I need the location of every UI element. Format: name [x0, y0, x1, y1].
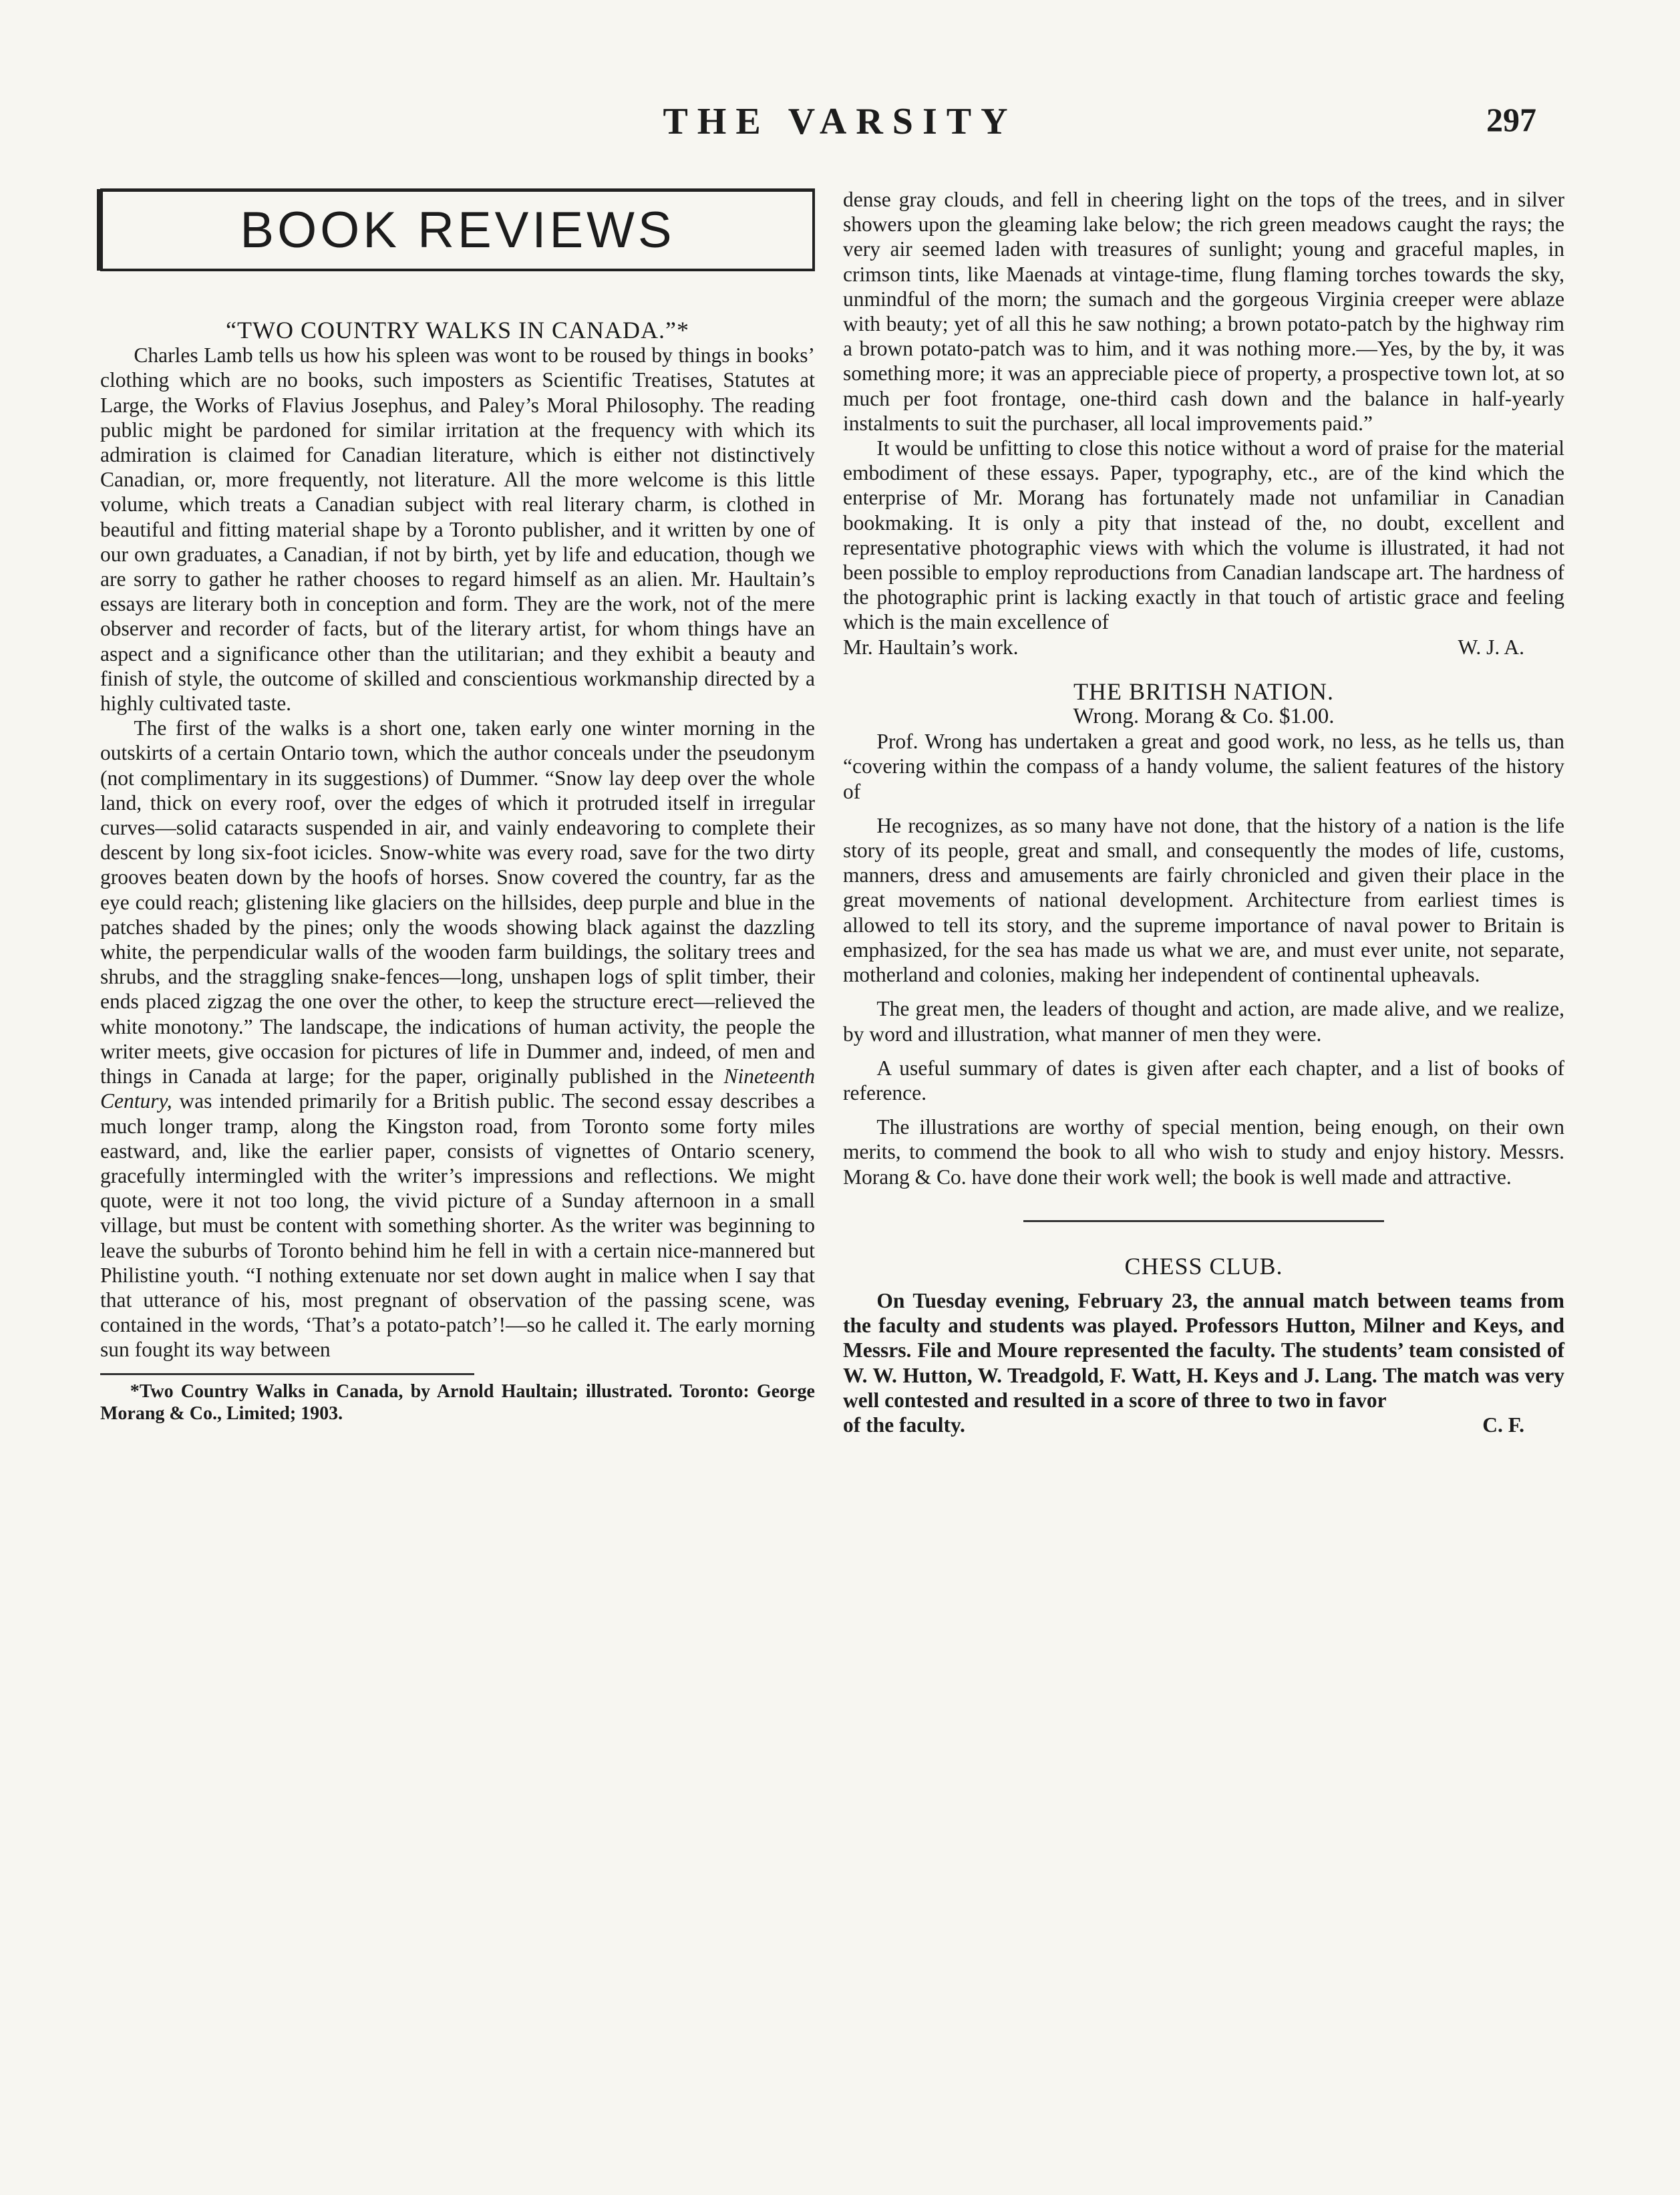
chess-club-report	[843, 1288, 1564, 1437]
chess-club-closing-text: of the faculty.	[843, 1413, 965, 1437]
review-paragraph: It would be unfitting to close this notice without a word of praise for the material embodiment of these essays. Paper, typography, etc., are of the kind which the enterprise of Mr. Morang has fortunately made not unfamiliar in Canadian bookmaking. It is only a pity that instead of the, no doubt, excellent and representative photographic views with which the volume is illustrated, it had not been possible to employ reproductions from Canadian landscape art. The hardness of the photographic print is lacking exactly in that touch of artistic grace and feeling which is the main excellence of	[843, 436, 1564, 634]
masthead	[0, 100, 1680, 154]
chess-club-paragraph: On Tuesday evening, February 23, the annual match between teams from the faculty and students was played. Professors Hutton, Milner and Keys, and Messrs. File and Moure represented the faculty. The students’ team consisted of W. W. Hutton, W. Treadgold, F. Watt, H. Keys and J. Lang. The match was very well contested and resulted in a score of three to two in favor	[843, 1288, 1564, 1412]
review-closing-text: Mr. Haultain’s work.	[843, 635, 1019, 659]
left-column	[100, 188, 815, 1425]
review-paragraph: Prof. Wrong has undertaken a great and good work, no less, as he tells us, than “covering within the compass of a handy volume, the salient features of the history of	[843, 730, 1564, 803]
review-paragraph: A useful summary of dates is given after each chapter, and a list of books of reference.	[843, 1056, 1564, 1105]
review-heading-two-country-walks: “TWO COUNTRY WALKS IN CANADA.”*	[226, 317, 689, 343]
review-signature: W. J. A.	[1458, 635, 1524, 659]
section-title-box	[100, 188, 815, 271]
section-title: BOOK REVIEWS	[240, 201, 675, 259]
review-paragraph: The first of the walks is a short one, taken early one winter morning in the outskirts of a certain Ontario town, which the author conceals under the pseudonym (not complimentary in its suggestions) of Dummer. “Snow lay deep over the whole land, thick on every roof, over the edges of which it protruded itself in irregular curves—solid cataracts suspended in air, and vainly endeavoring to complete their descent by long six-foot icicles. Snow-white was every road, save for the two dirty grooves beaten down by the hoofs of horses. Snow covered the country, far as the eye could reach; glistening like glaciers on the hillsides, deep purple and blue in the patches shaded by the pines; only the woods showing black against the dazzling white, the perpendicular walls of the wooden farm buildings, the solitary trees and shrubs, and the straggling snake-fences—long, unshapen logs of split timber, their ends placed zigzag the one over the other, to keep the structure erect—relieved the white monotony.” The landscape, the indications of human activity, the people the writer meets, give occasion for pictures of life in Dummer and, indeed, of men and things in Canada at large; for the paper, originally published in the Nineteenth Century, was intended primarily for a British public. The second essay describes a much longer tramp, along the Kingston road, from Toronto some forty miles eastward, and, like the earlier paper, consists of vignettes of Ontario scenery, gracefully intermingled with the writer’s impressions and reflections. We might quote, were it not too long, the vivid picture of a Sunday afternoon in a small village, but must be content with something shorter. As the writer was beginning to leave the suburbs of Toronto behind him he fell in with a certain nice-mannered but Philistine youth. “I nothing extenuate nor set down aught in malice when I say that that utterance of his, most pregnant of observation of the passing scene, was contained in the words, ‘That’s a potato-patch’!—so he called it. The early morning sun fought its way between	[100, 716, 816, 1362]
review-paragraph: Charles Lamb tells us how his spleen was wont to be roused by things in books’ clothing which are no books, such imposters as Scientific Treatises, Statutes at Large, the Works of Flavius Josephus, and Paley’s Moral Philosophy. The reading public might be pardoned for similar irritation at the frequency with which its admiration is claimed for Canadian literature, which is either not distinctively Canadian, or, more frequently, not literature. All the more welcome is this little volume, which treats a Canadian subject with real literary charm, is clothed in beautiful and fitting material shape by a Toronto publisher, and it written by one of our own graduates, a Canadian, if not by birth, yet by life and education, though we are sorry to gather he rather chooses to regard himself as an alien. Mr. Haultain’s essays are literary both in conception and form. They are the work, not of the mere observer and recorder of facts, but of the literary artist, for whom things have an aspect and a significance other than the utilitarian; and they exhibit a beauty and finish of style, the outcome of skilled and conscientious workmanship directed by a highly cultivated taste.	[100, 343, 815, 716]
chess-club-signature: C. F.	[1482, 1413, 1524, 1437]
review-signoff	[843, 635, 1564, 660]
section-divider	[1023, 1220, 1384, 1222]
review-paragraph: The illustrations are worthy of special mention, being enough, on their own merits, to commend the book to all who wish to study and enjoy history. Messrs. Morang & Co. have done their work well; the book is well made and attractive.	[843, 1115, 1564, 1189]
review-subheading: Wrong. Morang & Co. $1.00.	[1073, 704, 1335, 729]
publication-title: THE VARSITY	[663, 101, 1017, 142]
italic-title: Nineteenth Century,	[100, 1064, 816, 1113]
right-column	[843, 187, 1564, 1437]
review-paragraph-continued: dense gray clouds, and fell in cheering light on the tops of the trees, and in silver showers upon the gleaming lake below; the rich green meadows caught the rays; the very air seemed laden with treasures of sunlight; young and graceful maples, in crimson tints, like Maenads at vintage-time, flung flaming torches towards the sky, unmindful of the morn; the sumach and the gorgeous Virginia creeper were ablaze with beauty; yet of all this he saw nothing; a brown potato-patch by the highway rim a brown potato-patch was to him, and it was nothing more.—Yes, by the by, it was something more; it was an appreciable piece of property, a prospective town lot, at so much per foot frontage, one-third cash down and the balance in half-yearly instalments to suit the purchaser, all local improvements paid.”	[843, 188, 1564, 435]
review-paragraph: The great men, the leaders of thought and action, are made alive, and we realize, by word and illustration, what manner of men they were.	[843, 997, 1564, 1046]
review-heading-british-nation: THE BRITISH NATION.	[1073, 678, 1334, 705]
chess-club-signoff	[843, 1413, 1564, 1437]
footnote-rule	[100, 1373, 474, 1375]
page-number: 297	[1486, 101, 1536, 138]
footnote: *Two Country Walks in Canada, by Arnold Haultain; illustrated. Toronto: George Morang & Co., Limited; 1903.	[100, 1380, 815, 1424]
chess-club-heading: CHESS CLUB.	[1124, 1252, 1283, 1280]
review-paragraph: He recognizes, as so many have not done, that the history of a nation is the life story of its people, great and small, and consequently the modes of life, customs, manners, dress and amusements are fairly chronicled and given their place in the great movements of national development. Architecture from earliest times is allowed to tell its story, and the supreme importance of naval power to Britain is emphasized, for the sea has made us what we are, and must ever unite, not separate, motherland and colonies, making her independent of continental upheavals.	[843, 813, 1564, 987]
